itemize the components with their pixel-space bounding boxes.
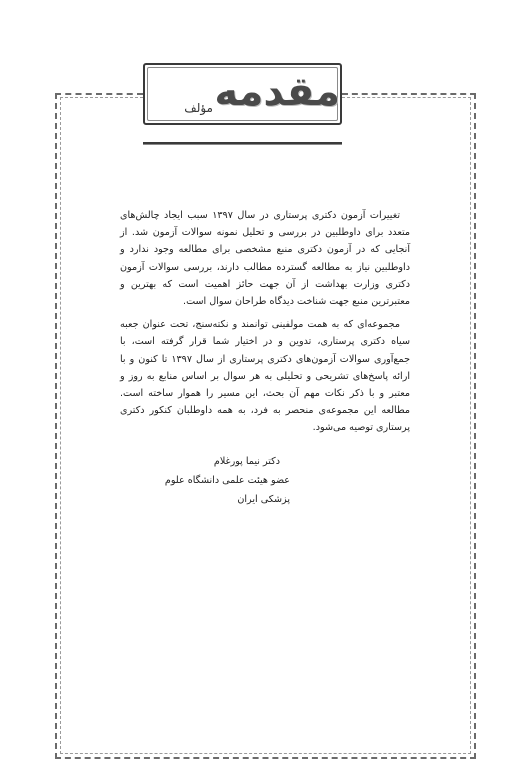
header-divider — [143, 142, 342, 145]
paragraph: مجموعه‌ای که به همت مولفینی توانمند و نکته‌سنج، تحت عنوان جعبه سیاه دکتری پرستاری، تدوین و در اختیار شما قرار گرفته است، با جمع‌آوری سوالات آزمون‌های دکتری پرستاری از سال ۱۳۹۷ تا کنون و با ارائه پاسخ‌های تشریحی و تحلیلی به هر سوال بر اساس منابع به روز و معتبر و با ذکر نکات مهم آن بحث، این مسیر را هموار ساخته است. مطالعه این مجموعه‌ی منحصر به فرد، به همه داوطلبان کنکور دکتری پرستاری توصیه می‌شود. — [120, 319, 410, 434]
paragraph: تغییرات آزمون دکتری پرستاری در سال ۱۳۹۷ سبب ایجاد چالش‌های متعدد برای داوطلبین در بررسی و تحلیل نمونه سوالات آزمون شد. از آنجایی که در آزمون دکتری منبع مشخصی برای مطالعه وجود ندارد و داوطلبین نیاز به مطالعه گسترده مطالب دارند، بررسی سوالات آزمون دکتری وزارت بهداشت از آن جهت حائز اهمیت است که بهترین و معتبرترین منبع جهت شناخت دیدگاه طراحان سوال است. — [120, 210, 410, 308]
page-border-top-left-inner — [60, 97, 143, 98]
page-border-top-right-inner — [342, 97, 471, 98]
page-border-top-left — [55, 93, 143, 95]
page-border-top-right — [342, 93, 476, 95]
page-title: مقدمه — [214, 69, 340, 115]
author-role: عضو هیئت علمی دانشگاه علوم پزشکی ایران — [164, 475, 290, 505]
preface-body — [120, 207, 410, 443]
author-name: دکتر نیما پورغلام — [213, 456, 280, 467]
page-subtitle: مؤلف — [184, 101, 213, 115]
signature-block — [140, 452, 290, 509]
